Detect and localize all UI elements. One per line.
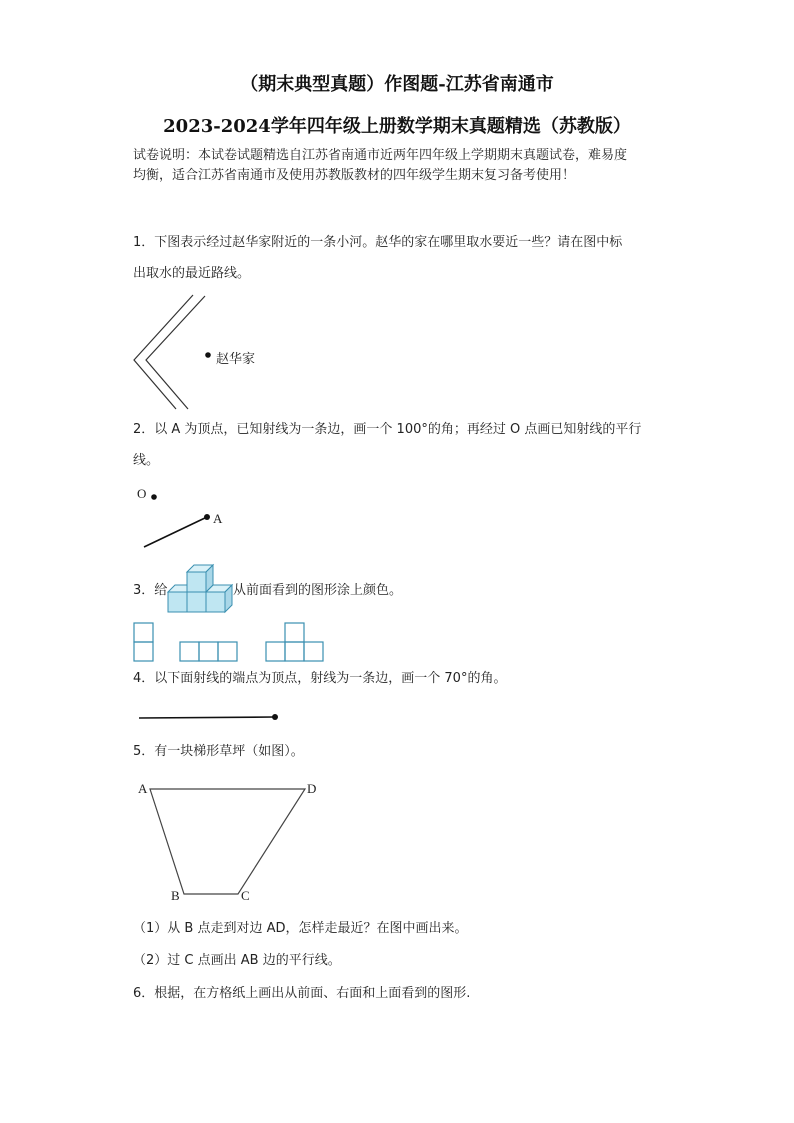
q5-text-line-1: 5．有一块梯形草坪（如图）。 [133, 744, 304, 759]
q5-sub-question-1: （1）从 B 点走到对边 AD，怎样走最近？在图中画出来。 [133, 921, 468, 936]
q6-text-line-1: 6．根据，在方格纸上画出从前面、右面和上面看到的图形. [133, 986, 471, 1001]
q5-sub-question-2: （2）过 C 点画出 AB 边的平行线。 [133, 953, 341, 968]
description-line-1: 试卷说明：本试卷试题精选自江苏省南通市近两年四年级上学期期末真题试卷，难易度 [133, 148, 628, 163]
description-line-2: 均衡，适合江苏省南通市及使用苏教版教材的四年级学生期末复习备考使用！ [133, 168, 576, 183]
q2-text-line-1: 2．以 A 为顶点，已知射线为一条边，画一个 100°的角；再经过 O 点画已知射线的平行 [133, 422, 642, 437]
q2-text-line-2: 线。 [133, 453, 160, 468]
trapezoid-label-b: B [171, 888, 180, 903]
page-subtitle: 2023-2024学年四年级上册数学期末真题精选（苏教版） [163, 116, 631, 137]
q1-text-line-2: 出取水的最近路线。 [133, 266, 251, 281]
point-a-label: A [213, 511, 223, 526]
house-label: 赵华家 [216, 352, 256, 367]
q3-text-prefix: 3．给 [133, 583, 168, 598]
q4-text-line-1: 4．以下面射线的端点为顶点，射线为一条边，画一个 70°的角。 [133, 671, 507, 686]
q3-text-suffix: 从前面看到的图形涂上颜色。 [233, 583, 403, 598]
trapezoid-label-c: C [241, 888, 250, 903]
point-o-label: O [137, 486, 147, 501]
q1-text-line-1: 1．下图表示经过赵华家附近的一条小河。赵华的家在哪里取水要近一些？请在图中标 [133, 235, 623, 250]
page-title: （期末典型真题）作图题-江苏省南通市 [240, 74, 554, 95]
trapezoid-abcd [150, 789, 305, 894]
trapezoid-label-d: D [307, 781, 317, 796]
trapezoid-label-a: A [138, 781, 148, 796]
